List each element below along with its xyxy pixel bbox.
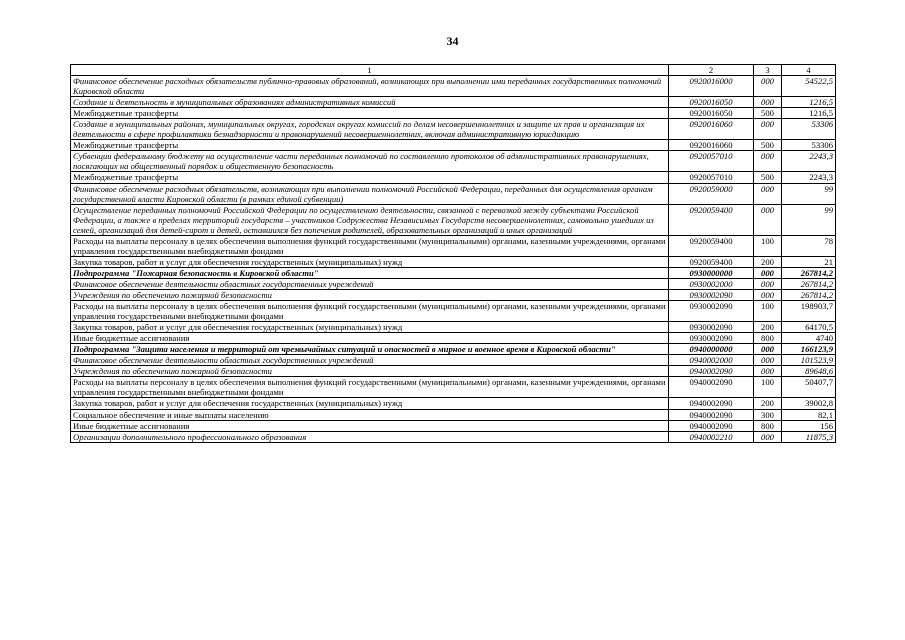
row-sum: 1216,5 xyxy=(782,108,836,119)
row-sum: 64170,5 xyxy=(782,322,836,333)
row-code: 0940002210 xyxy=(669,431,754,442)
row-name: Расходы на выплаты персоналу в целях обеспечения выполнения функций государственными (муниципальными) органами, казенными учреждениями, органами управления государственными внебюджетными фондами xyxy=(71,235,669,256)
row-name: Подпрограмма "Защита населения и территорий от чрезвычайных ситуаций и опасностей в мирное и военное время в Кировской области" xyxy=(71,344,669,355)
row-sum: 166123,9 xyxy=(782,344,836,355)
row-sum: 267814,2 xyxy=(782,289,836,300)
row-name: Расходы на выплаты персоналу в целях обеспечения выполнения функций государственными (муниципальными) органами, казенными учреждениями, органами управления государственными внебюджетными фондами xyxy=(71,377,669,398)
row-name: Межбюджетные трансферты xyxy=(71,108,669,119)
row-code: 0940002090 xyxy=(669,366,754,377)
row-sum: 54522,5 xyxy=(782,76,836,97)
table-row xyxy=(71,409,836,420)
row-name: Закупка товаров, работ и услуг для обеспечения государственных (муниципальных) нужд xyxy=(71,256,669,267)
row-type: 000 xyxy=(754,344,782,355)
row-name: Организации дополнительного профессионального образования xyxy=(71,431,669,442)
row-code: 0920059400 xyxy=(669,256,754,267)
row-sum: 156 xyxy=(782,420,836,431)
row-name: Субвенции федеральному бюджету на осуществление части переданных полномочий по составлению протоколов об административных правонарушениях, посягающих на общественный порядок и общественную безопасность xyxy=(71,151,669,172)
table-row xyxy=(71,76,836,97)
row-sum: 21 xyxy=(782,256,836,267)
row-name: Закупка товаров, работ и услуг для обеспечения государственных (муниципальных) нужд xyxy=(71,322,669,333)
table-row xyxy=(71,204,836,235)
header-sum: 4 xyxy=(782,65,836,76)
row-sum: 4740 xyxy=(782,333,836,344)
table-row xyxy=(71,267,836,278)
row-type: 000 xyxy=(754,151,782,172)
table-row xyxy=(71,289,836,300)
row-sum: 2243,3 xyxy=(782,172,836,183)
row-code: 0920059400 xyxy=(669,235,754,256)
row-sum: 101523,9 xyxy=(782,355,836,366)
row-type: 000 xyxy=(754,183,782,204)
row-sum: 198903,7 xyxy=(782,301,836,322)
table-row xyxy=(71,333,836,344)
row-code: 0920016050 xyxy=(669,97,754,108)
row-code: 0930002000 xyxy=(669,278,754,289)
row-code: 0920016050 xyxy=(669,108,754,119)
row-code: 0920016060 xyxy=(669,119,754,140)
row-code: 0920016060 xyxy=(669,140,754,151)
row-sum: 2243,3 xyxy=(782,151,836,172)
row-sum: 50407,7 xyxy=(782,377,836,398)
row-name: Закупка товаров, работ и услуг для обеспечения государственных (муниципальных) нужд xyxy=(71,398,669,409)
row-name: Подпрограмма "Пожарная безопасность в Кировской области" xyxy=(71,267,669,278)
row-name: Учреждения по обеспечению пожарной безопасности xyxy=(71,289,669,300)
row-code: 0920057010 xyxy=(669,151,754,172)
header-type: 3 xyxy=(754,65,782,76)
table-row xyxy=(71,256,836,267)
row-type: 000 xyxy=(754,289,782,300)
row-name: Социальное обеспечение и иные выплаты населению xyxy=(71,409,669,420)
table-row xyxy=(71,322,836,333)
header-code: 2 xyxy=(669,65,754,76)
row-type: 500 xyxy=(754,172,782,183)
row-type: 000 xyxy=(754,267,782,278)
row-code: 0940002090 xyxy=(669,420,754,431)
row-name: Финансовое обеспечение деятельности областных государственных учреждений xyxy=(71,355,669,366)
row-type: 000 xyxy=(754,76,782,97)
row-code: 0920057010 xyxy=(669,172,754,183)
table-row xyxy=(71,151,836,172)
table-row xyxy=(71,355,836,366)
row-sum: 53306 xyxy=(782,119,836,140)
budget-table xyxy=(70,64,836,443)
row-name: Учреждения по обеспечению пожарной безопасности xyxy=(71,366,669,377)
row-name: Осуществление переданных полномочий Российской Федерации по осуществлению деятельности, связанной с перевозкой между субъектами Российской Федерации, а также в пределах территорий государств – участников Содружества Независимых Государств несовершеннолетних, самовольно ушедших из семей, организаций для детей-сирот и детей, оставшихся без попечения родителей, образовательных организаций и иных организаций xyxy=(71,204,669,235)
row-code: 0920059000 xyxy=(669,183,754,204)
row-name: Финансовое обеспечение деятельности областных государственных учреждений xyxy=(71,278,669,289)
table-row xyxy=(71,235,836,256)
row-sum: 267814,2 xyxy=(782,278,836,289)
row-sum: 78 xyxy=(782,235,836,256)
row-code: 0940002090 xyxy=(669,409,754,420)
row-code: 0940002090 xyxy=(669,398,754,409)
row-type: 100 xyxy=(754,377,782,398)
row-name: Межбюджетные трансферты xyxy=(71,140,669,151)
row-type: 000 xyxy=(754,278,782,289)
row-code: 0940000000 xyxy=(669,344,754,355)
table-row xyxy=(71,344,836,355)
row-sum: 11875,3 xyxy=(782,431,836,442)
row-type: 000 xyxy=(754,204,782,235)
table-row xyxy=(71,97,836,108)
row-type: 500 xyxy=(754,108,782,119)
row-type: 000 xyxy=(754,97,782,108)
row-type: 100 xyxy=(754,235,782,256)
row-name: Создание и деятельность в муниципальных образованиях административных комиссий xyxy=(71,97,669,108)
row-name: Финансовое обеспечение расходных обязательств публично-правовых образований, возникающих при выполнении ими переданных государственных полномочий Кировской области xyxy=(71,76,669,97)
table-row xyxy=(71,420,836,431)
row-name: Расходы на выплаты персоналу в целях обеспечения выполнения функций государственными (муниципальными) органами, казенными учреждениями, органами управления государственными внебюджетными фондами xyxy=(71,301,669,322)
table-row xyxy=(71,366,836,377)
row-type: 500 xyxy=(754,140,782,151)
table-row xyxy=(71,398,836,409)
row-name: Финансовое обеспечение расходных обязательств, возникающих при выполнении полномочий Российской Федерации, переданных для осуществления органам государственной власти Кировской области (в рамках единой субвенции) xyxy=(71,183,669,204)
table-row xyxy=(71,301,836,322)
header-row xyxy=(71,65,836,76)
table-row xyxy=(71,183,836,204)
row-type: 300 xyxy=(754,409,782,420)
row-code: 0930002090 xyxy=(669,322,754,333)
row-code: 0940002000 xyxy=(669,355,754,366)
table-row xyxy=(71,431,836,442)
row-code: 0930002090 xyxy=(669,333,754,344)
table-row xyxy=(71,140,836,151)
header-name: 1 xyxy=(71,65,669,76)
row-sum: 39002,8 xyxy=(782,398,836,409)
row-type: 200 xyxy=(754,398,782,409)
row-name: Межбюджетные трансферты xyxy=(71,172,669,183)
row-code: 0920059400 xyxy=(669,204,754,235)
row-sum: 99 xyxy=(782,183,836,204)
row-code: 0930000000 xyxy=(669,267,754,278)
table-row xyxy=(71,377,836,398)
row-type: 800 xyxy=(754,420,782,431)
row-code: 0930002090 xyxy=(669,289,754,300)
row-sum: 267814,2 xyxy=(782,267,836,278)
row-type: 200 xyxy=(754,256,782,267)
row-type: 000 xyxy=(754,119,782,140)
row-sum: 89648,6 xyxy=(782,366,836,377)
row-type: 000 xyxy=(754,355,782,366)
row-code: 0940002090 xyxy=(669,377,754,398)
row-name: Иные бюджетные ассигнования xyxy=(71,333,669,344)
table-row xyxy=(71,108,836,119)
row-code: 0920016000 xyxy=(669,76,754,97)
row-type: 000 xyxy=(754,366,782,377)
row-sum: 99 xyxy=(782,204,836,235)
table-row xyxy=(71,278,836,289)
row-type: 200 xyxy=(754,322,782,333)
row-name: Иные бюджетные ассигнования xyxy=(71,420,669,431)
row-name: Создание в муниципальных районах, муниципальных округах, городских округах комиссий по делам несовершеннолетних и защите их прав и организация их деятельности в сфере профилактики безнадзорности и правонарушений несовершеннолетних, включая административную юрисдикцию xyxy=(71,119,669,140)
table-body xyxy=(71,76,836,443)
row-code: 0930002090 xyxy=(669,301,754,322)
page-number: 34 xyxy=(446,34,459,48)
table-row xyxy=(71,172,836,183)
row-sum: 53306 xyxy=(782,140,836,151)
row-sum: 82,1 xyxy=(782,409,836,420)
table-row xyxy=(71,119,836,140)
row-type: 100 xyxy=(754,301,782,322)
row-type: 800 xyxy=(754,333,782,344)
row-sum: 1216,5 xyxy=(782,97,836,108)
row-type: 000 xyxy=(754,431,782,442)
